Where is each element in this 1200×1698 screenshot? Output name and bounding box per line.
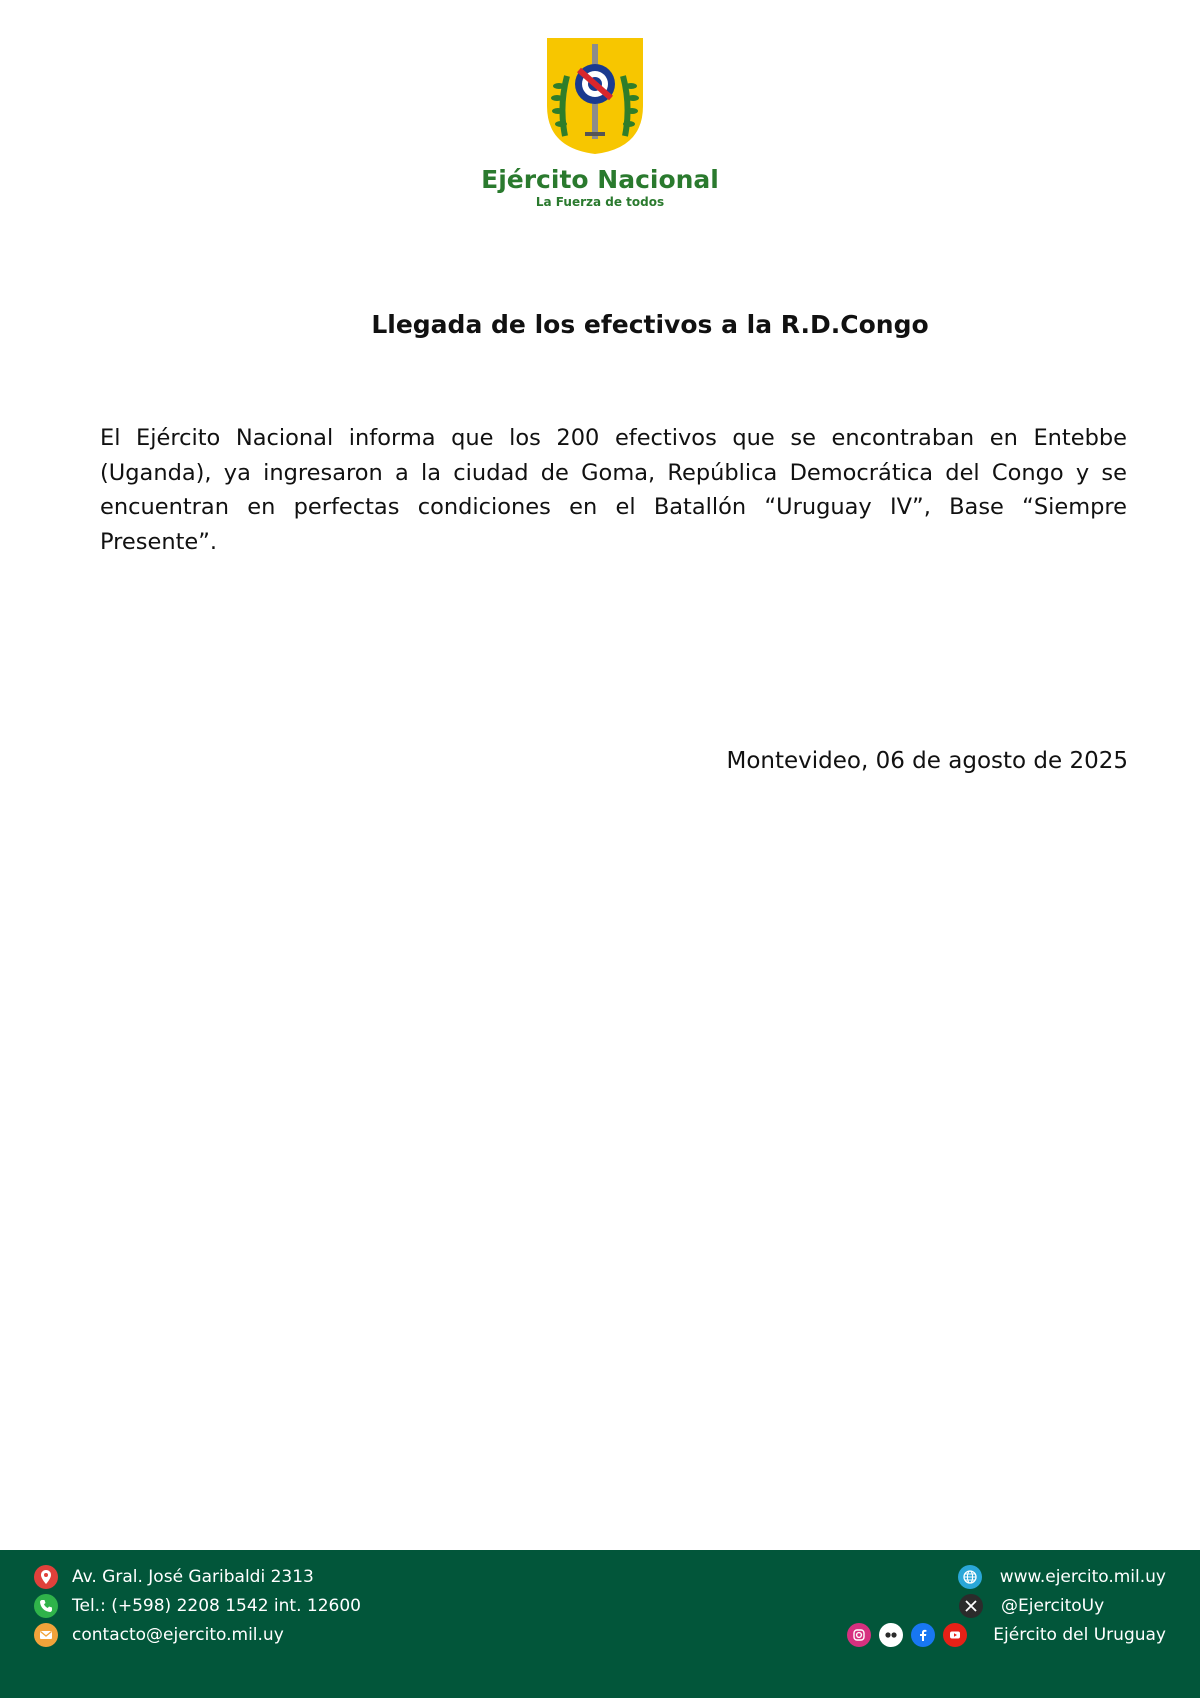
footer-address-text: Av. Gral. José Garibaldi 2313 (72, 1567, 314, 1587)
flickr-icon[interactable] (879, 1623, 903, 1647)
phone-icon (34, 1594, 58, 1618)
document-body: El Ejército Nacional informa que los 200 efectivos que se encontraban en Entebbe (Uganda), ya ingresaron a la ciudad de Goma, República Democrática del Congo y se encuentran en perfectas condiciones en el Batallón “Uruguay IV”, Base “Siempre Presente”. (100, 425, 1127, 555)
footer-phone (34, 1594, 361, 1618)
footer-address (34, 1565, 314, 1589)
footer-email-link[interactable]: contacto@ejercito.mil.uy (72, 1625, 284, 1645)
army-emblem-icon (545, 36, 645, 156)
footer-website (958, 1565, 1166, 1589)
footer-twitter (959, 1594, 1166, 1618)
footer (0, 1550, 1200, 1698)
footer-email (34, 1623, 284, 1647)
x-twitter-icon (959, 1594, 983, 1618)
globe-icon (958, 1565, 982, 1589)
footer-twitter-link[interactable]: @EjercitoUy (1001, 1596, 1105, 1616)
instagram-icon[interactable] (847, 1623, 871, 1647)
social-icons (847, 1623, 975, 1647)
facebook-icon[interactable] (911, 1623, 935, 1647)
footer-social (847, 1623, 1166, 1647)
header-logo (0, 0, 1200, 220)
mail-icon (34, 1623, 58, 1647)
footer-phone-text: Tel.: (+598) 2208 1542 int. 12600 (72, 1596, 361, 1616)
footer-social-name[interactable]: Ejército del Uruguay (993, 1625, 1166, 1645)
document-title: Llegada de los efectivos a la R.D.Congo (371, 310, 929, 339)
youtube-icon[interactable] (943, 1623, 967, 1647)
footer-website-link[interactable]: www.ejercito.mil.uy (999, 1567, 1166, 1587)
brand-tagline: La Fuerza de todos (535, 195, 665, 209)
location-pin-icon (34, 1565, 58, 1589)
brand-name: Ejército Nacional (481, 165, 719, 194)
document-date: Montevideo, 06 de agosto de 2025 (726, 748, 1128, 774)
